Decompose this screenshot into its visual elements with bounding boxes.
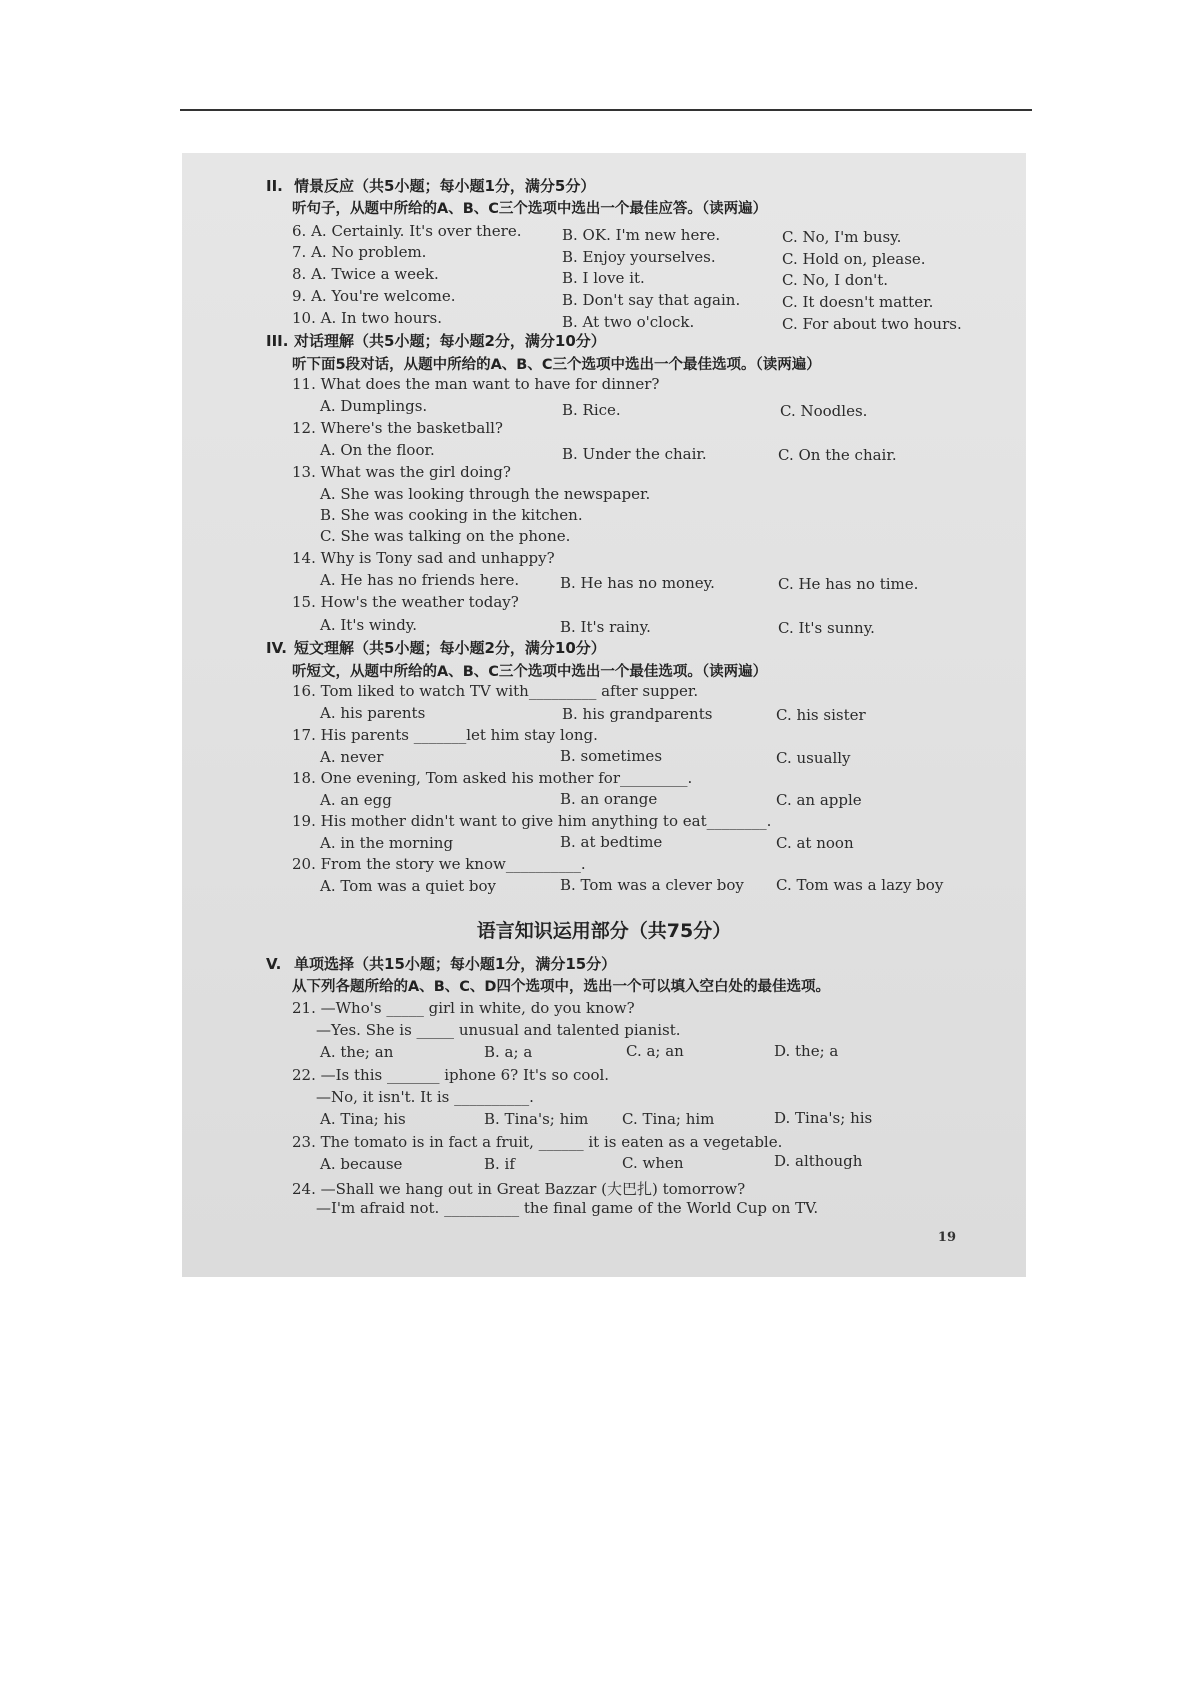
q23-option-c: C. when [622,1154,684,1172]
q13-option-c: C. She was talking on the phone. [320,527,571,545]
q14-option-b: B. He has no money. [560,574,715,592]
part-2-title: 语言知识运用部分（共75分） [476,920,732,942]
q23-option-d: D. although [774,1152,863,1170]
q22-option-b: B. Tina's; him [484,1110,589,1128]
q24-line-1: 24. —Shall we hang out in Great Bazzar (大巴扎) tomorrow? [292,1180,746,1198]
q16-option-a: A. his parents [320,704,426,722]
section-2-instruction: 听句子，从题中所给的A、B、C三个选项中选出一个最佳应答。（读两遍） [292,201,768,217]
q23-option-b: B. if [484,1155,515,1173]
q21-option-d: D. the; a [774,1042,839,1060]
section-5-instruction: 从下列各题所给的A、B、C、D四个选项中，选出一个可以填入空白处的最佳选项。 [292,979,830,995]
q9-option-a: 9. A. You're welcome. [292,287,456,305]
q22-option-d: D. Tina's; his [774,1109,873,1127]
q17-option-b: B. sometimes [560,747,663,765]
q21-option-b: B. a; a [484,1043,533,1061]
q7-option-b: B. Enjoy yourselves. [562,248,716,266]
q14-question: 14. Why is Tony sad and unhappy? [292,549,555,567]
q19-option-c: C. at noon [776,834,854,852]
section-4-instruction: 听短文，从题中所给的A、B、C三个选项中选出一个最佳选项。（读两遍） [292,664,768,680]
q22-option-a: A. Tina; his [320,1110,406,1128]
section-3-heading: III. 对话理解（共5小题；每小题2分，满分10分） [266,332,606,350]
q15-question: 15. How's the weather today? [292,593,519,611]
q10-option-b: B. At two o'clock. [562,313,695,331]
q12-question: 12. Where's the basketball? [292,419,503,437]
q10-option-c: C. For about two hours. [782,315,962,333]
page-number: 19 [937,1230,956,1245]
q11-option-c: C. Noodles. [780,402,868,420]
header-rule [180,109,1032,111]
section-5-heading: V. 单项选择（共15小题；每小题1分，满分15分） [266,955,617,973]
q22-line-1: 22. —Is this _______ iphone 6? It's so cool. [292,1066,610,1084]
q7-option-a: 7. A. No problem. [292,243,427,261]
q17-option-c: C. usually [776,749,851,767]
q6-option-c: C. No, I'm busy. [782,228,902,246]
q15-option-a: A. It's windy. [320,616,418,634]
q21-line-1: 21. —Who's _____ girl in white, do you know? [292,999,635,1017]
q15-option-c: C. It's sunny. [778,619,875,637]
q8-option-a: 8. A. Twice a week. [292,265,439,283]
q14-option-a: A. He has no friends here. [320,571,520,589]
q17-option-a: A. never [320,748,384,766]
q16-option-c: C. his sister [776,706,866,724]
q11-option-b: B. Rice. [562,401,621,419]
q20-option-c: C. Tom was a lazy boy [776,876,944,894]
q6-option-b: B. OK. I'm new here. [562,226,721,244]
q23-option-a: A. because [320,1155,403,1173]
q14-option-c: C. He has no time. [778,575,919,593]
q20-option-a: A. Tom was a quiet boy [320,877,497,895]
q16-option-b: B. his grandparents [562,705,713,723]
q18-option-c: C. an apple [776,791,862,809]
q18-question: 18. One evening, Tom asked his mother for_________. [292,769,693,787]
q15-option-b: B. It's rainy. [560,618,651,636]
q12-option-b: B. Under the chair. [562,445,707,463]
q9-option-b: B. Don't say that again. [562,291,741,309]
q8-option-c: C. No, I don't. [782,271,889,289]
section-3-instruction: 听下面5段对话，从题中所给的A、B、C三个选项中选出一个最佳选项。（读两遍） [292,357,821,373]
q18-option-a: A. an egg [320,791,392,809]
q21-option-c: C. a; an [626,1042,684,1060]
q22-line-2: —No, it isn't. It is __________. [316,1088,534,1106]
q8-option-b: B. I love it. [562,269,645,287]
q22-option-c: C. Tina; him [622,1110,715,1128]
q9-option-c: C. It doesn't matter. [782,293,934,311]
q13-option-a: A. She was looking through the newspaper. [320,485,651,503]
q17-question: 17. His parents _______let him stay long. [292,726,598,744]
exam-page-photo [182,153,1026,1277]
q12-option-c: C. On the chair. [778,446,897,464]
q18-option-b: B. an orange [560,790,658,808]
q20-option-b: B. Tom was a clever boy [560,876,744,894]
q21-option-a: A. the; an [320,1043,394,1061]
q6-option-a: 6. A. Certainly. It's over there. [292,222,522,240]
q13-option-b: B. She was cooking in the kitchen. [320,506,583,524]
q16-question: 16. Tom liked to watch TV with_________ after supper. [292,682,699,700]
q23-line-1: 23. The tomato is in fact a fruit, ______ it is eaten as a vegetable. [292,1133,783,1151]
section-2-heading: II. 情景反应（共5小题；每小题1分，满分5分） [266,177,596,195]
q19-option-a: A. in the morning [320,834,454,852]
q13-question: 13. What was the girl doing? [292,463,511,481]
q7-option-c: C. Hold on, please. [782,250,926,268]
q19-question: 19. His mother didn't want to give him anything to eat________. [292,812,772,830]
q11-option-a: A. Dumplings. [320,397,428,415]
q20-question: 20. From the story we know__________. [292,855,586,873]
section-4-heading: IV. 短文理解（共5小题；每小题2分，满分10分） [266,639,606,657]
q19-option-b: B. at bedtime [560,833,663,851]
q10-option-a: 10. A. In two hours. [292,309,442,327]
q11-question: 11. What does the man want to have for dinner? [292,375,660,393]
q24-line-2: —I'm afraid not. __________ the final game of the World Cup on TV. [316,1199,819,1217]
q21-line-2: —Yes. She is _____ unusual and talented pianist. [316,1021,681,1039]
q12-option-a: A. On the floor. [320,441,435,459]
